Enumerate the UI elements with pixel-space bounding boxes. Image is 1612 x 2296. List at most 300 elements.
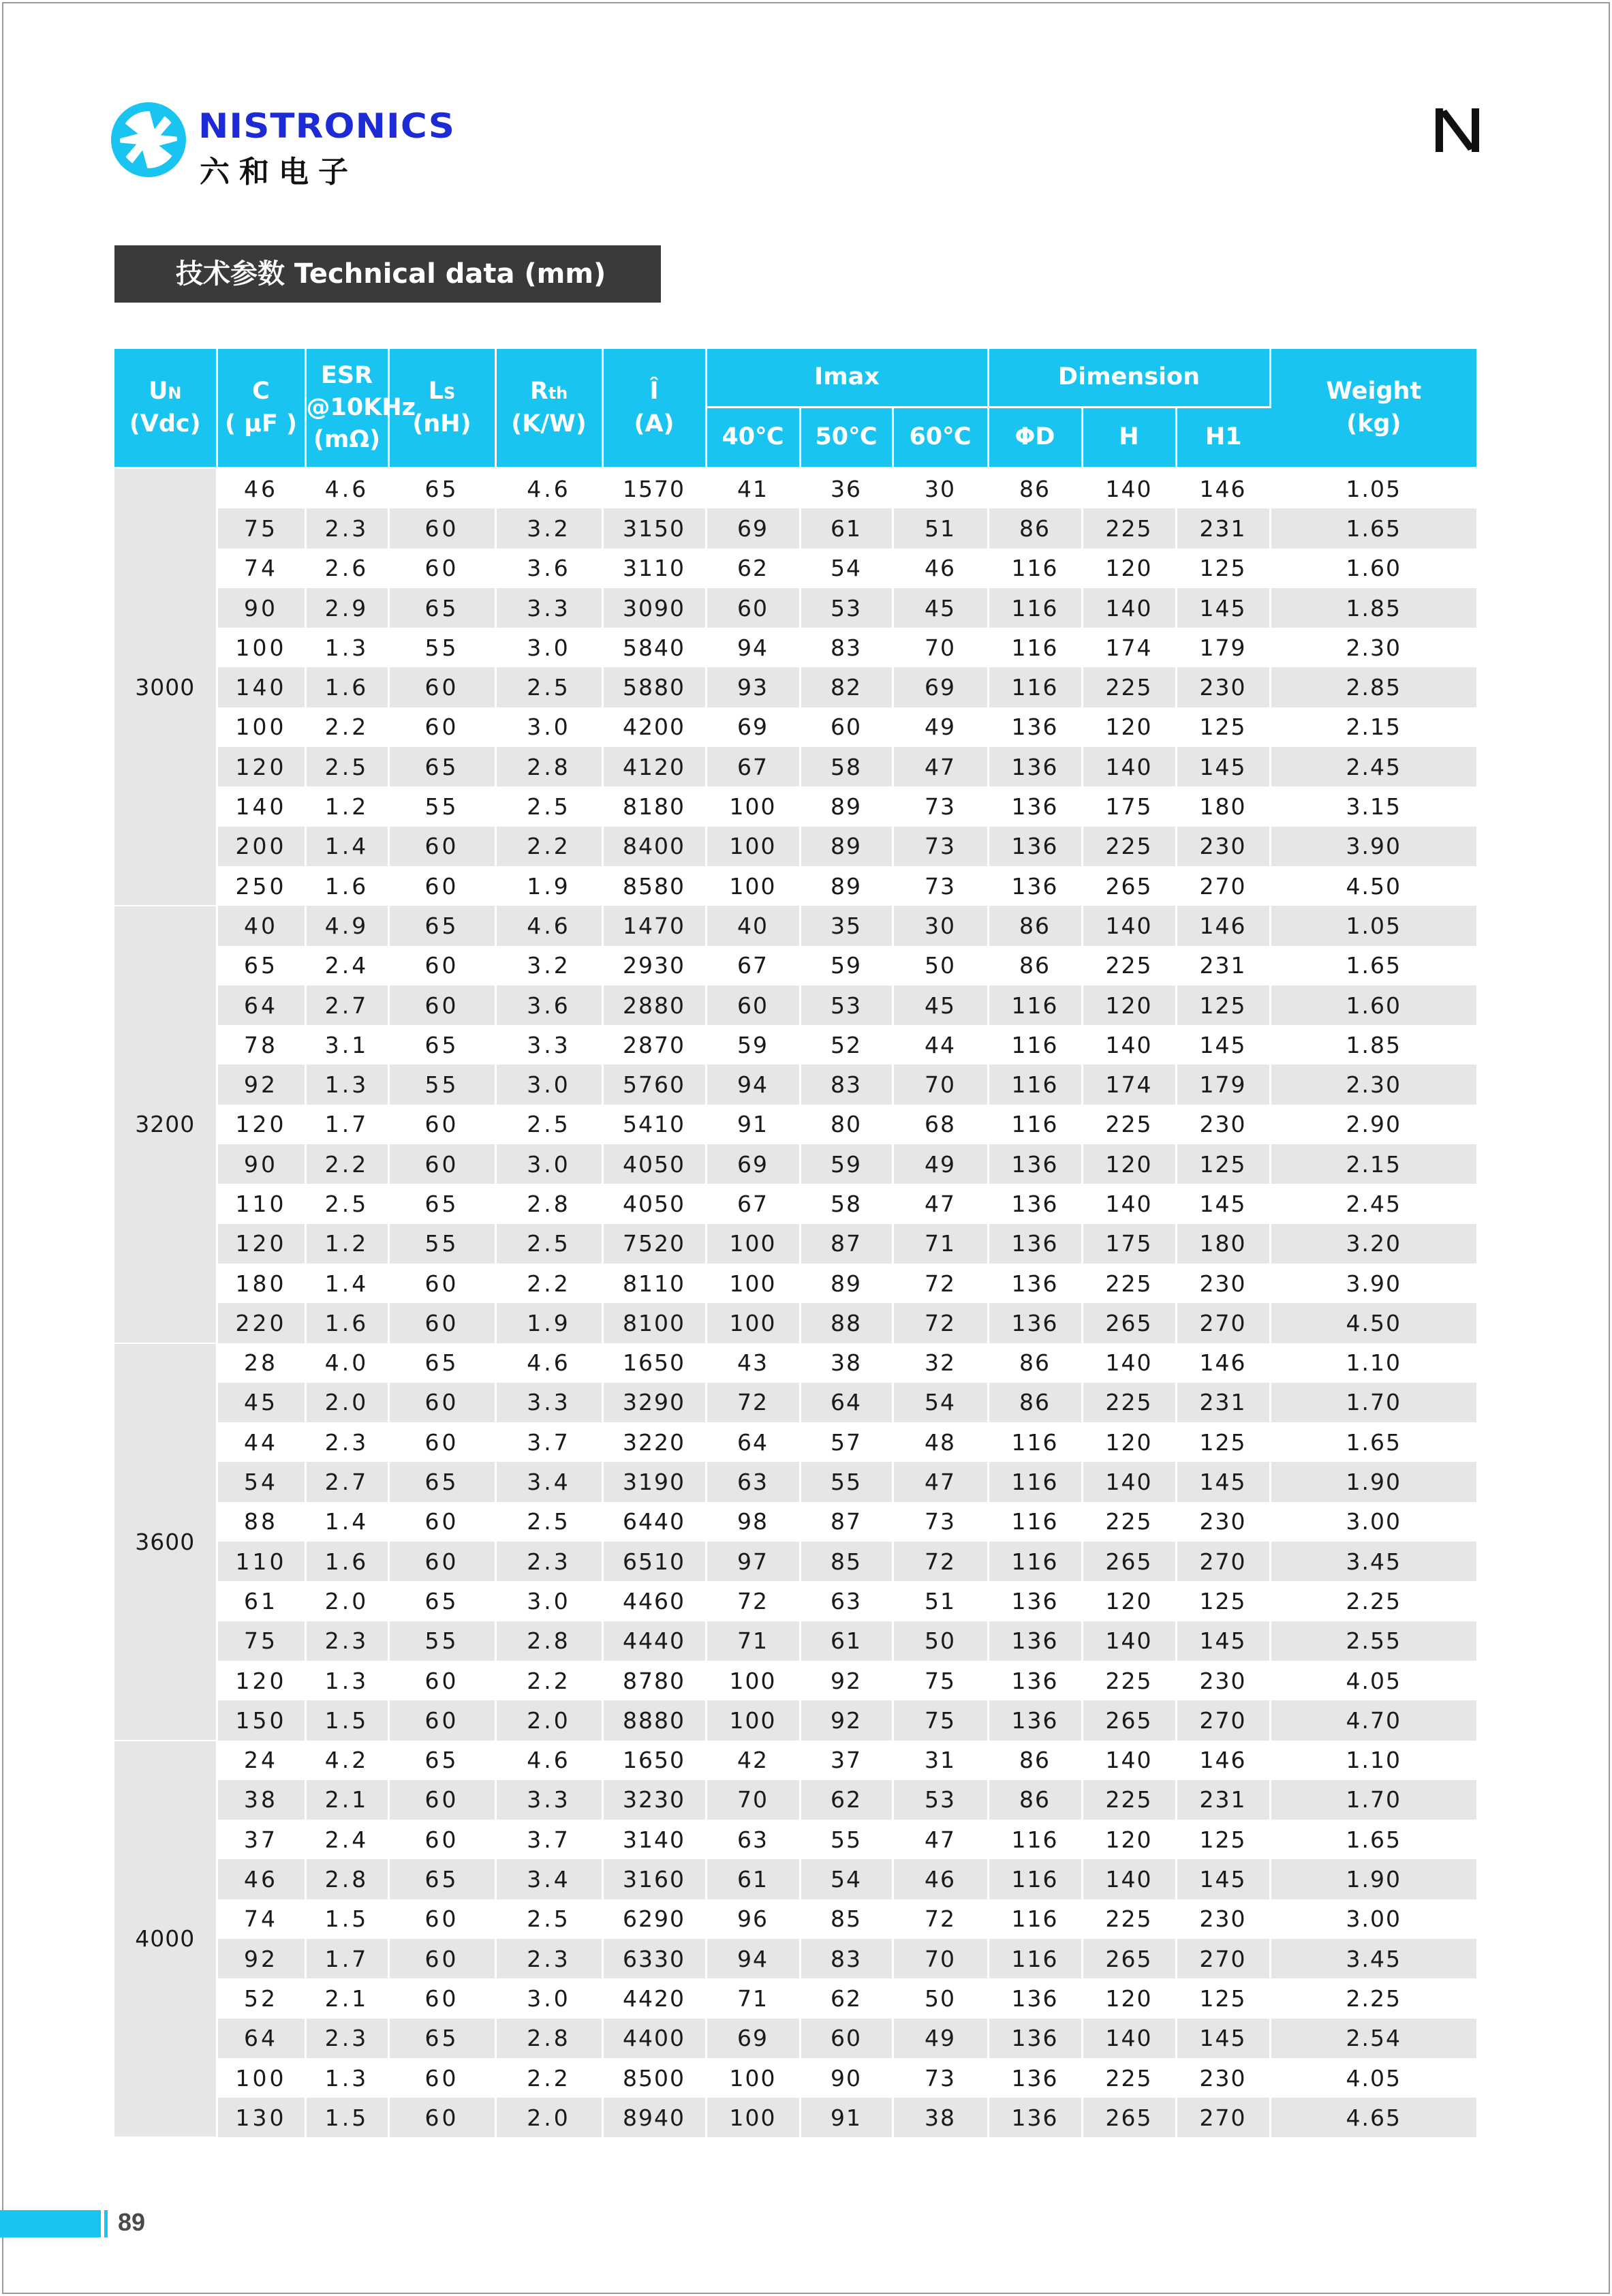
cell-imax-50: 89 <box>800 827 893 866</box>
table-row <box>114 1144 1476 1184</box>
cell-weight: 1.60 <box>1270 985 1476 1025</box>
cell-imax-40: 100 <box>706 1661 800 1700</box>
cell-dim-d: 136 <box>988 2098 1082 2137</box>
corner-n-mark-icon <box>1433 106 1482 155</box>
cell-esr: 2.0 <box>305 1581 388 1621</box>
cell-imax-60: 47 <box>893 1820 988 1859</box>
cell-imax-50: 83 <box>800 1065 893 1104</box>
cell-peak-current: 4050 <box>602 1184 706 1223</box>
cell-capacitance: 38 <box>217 1780 305 1820</box>
table-row <box>114 906 1476 945</box>
cell-rth: 3.0 <box>495 707 602 747</box>
cell-weight: 1.65 <box>1270 508 1476 548</box>
cell-dim-d: 116 <box>988 1820 1082 1859</box>
cell-peak-current: 3150 <box>602 508 706 548</box>
cell-rth: 2.0 <box>495 2098 602 2137</box>
voltage-group-cell: 3000 <box>114 468 217 906</box>
cell-dim-d: 136 <box>988 1184 1082 1223</box>
col-header-dim-h: H <box>1082 408 1176 468</box>
cell-dim-h1: 146 <box>1176 1741 1270 1780</box>
cell-weight: 3.45 <box>1270 1939 1476 1978</box>
cell-peak-current: 6290 <box>602 1899 706 1939</box>
cell-dim-h1: 180 <box>1176 786 1270 826</box>
cell-dim-h1: 145 <box>1176 588 1270 628</box>
cell-imax-60: 46 <box>893 549 988 588</box>
col-header-dim-h1: H1 <box>1176 408 1270 468</box>
cell-peak-current: 4050 <box>602 1144 706 1184</box>
cell-dim-h: 140 <box>1082 1462 1176 1501</box>
table-row <box>114 1581 1476 1621</box>
cell-ls: 60 <box>388 1939 495 1978</box>
cell-dim-h: 120 <box>1082 1422 1176 1462</box>
cell-weight: 2.45 <box>1270 747 1476 786</box>
cell-dim-d: 86 <box>988 906 1082 945</box>
col-header-peak-current: Î (A) <box>602 349 706 468</box>
cell-imax-60: 73 <box>893 786 988 826</box>
cell-rth: 1.9 <box>495 1303 602 1343</box>
cell-imax-50: 53 <box>800 588 893 628</box>
cell-peak-current: 2880 <box>602 985 706 1025</box>
cell-dim-h: 120 <box>1082 985 1176 1025</box>
cell-rth: 3.4 <box>495 1859 602 1899</box>
cell-imax-60: 73 <box>893 827 988 866</box>
cell-dim-h: 175 <box>1082 1224 1176 1264</box>
cell-capacitance: 46 <box>217 1859 305 1899</box>
cell-ls: 60 <box>388 985 495 1025</box>
cell-ls: 55 <box>388 628 495 667</box>
cell-capacitance: 120 <box>217 1105 305 1144</box>
cell-imax-50: 80 <box>800 1105 893 1144</box>
cell-weight: 2.25 <box>1270 1581 1476 1621</box>
cell-dim-h: 265 <box>1082 1700 1176 1740</box>
table-row <box>114 2098 1476 2137</box>
cell-rth: 2.8 <box>495 747 602 786</box>
cell-dim-d: 136 <box>988 1978 1082 2018</box>
cell-dim-h1: 230 <box>1176 667 1270 707</box>
cell-ls: 60 <box>388 1144 495 1184</box>
table-row <box>114 2058 1476 2098</box>
cell-imax-40: 91 <box>706 1105 800 1144</box>
cell-rth: 3.6 <box>495 549 602 588</box>
cell-rth: 3.7 <box>495 1820 602 1859</box>
cell-peak-current: 3290 <box>602 1383 706 1422</box>
cell-peak-current: 8500 <box>602 2058 706 2098</box>
cell-imax-60: 31 <box>893 1741 988 1780</box>
cell-dim-d: 136 <box>988 1621 1082 1661</box>
table-row <box>114 1700 1476 1740</box>
cell-ls: 65 <box>388 1343 495 1383</box>
cell-rth: 3.3 <box>495 1383 602 1422</box>
cell-dim-d: 116 <box>988 549 1082 588</box>
cell-capacitance: 120 <box>217 747 305 786</box>
cell-imax-40: 64 <box>706 1422 800 1462</box>
cell-dim-d: 86 <box>988 1343 1082 1383</box>
cell-imax-60: 47 <box>893 1462 988 1501</box>
cell-rth: 2.2 <box>495 1661 602 1700</box>
cell-imax-50: 89 <box>800 866 893 906</box>
cell-capacitance: 54 <box>217 1462 305 1501</box>
cell-peak-current: 3140 <box>602 1820 706 1859</box>
cell-dim-d: 86 <box>988 468 1082 509</box>
cell-weight: 1.70 <box>1270 1780 1476 1820</box>
cell-ls: 60 <box>388 1502 495 1542</box>
cell-dim-h1: 230 <box>1176 1502 1270 1542</box>
table-row <box>114 1741 1476 1780</box>
cell-imax-50: 91 <box>800 2098 893 2137</box>
table-row <box>114 1264 1476 1303</box>
cell-capacitance: 150 <box>217 1700 305 1740</box>
cell-peak-current: 8100 <box>602 1303 706 1343</box>
cell-dim-h1: 230 <box>1176 1661 1270 1700</box>
cell-imax-40: 60 <box>706 985 800 1025</box>
cell-dim-d: 116 <box>988 985 1082 1025</box>
cell-weight: 3.00 <box>1270 1899 1476 1939</box>
cell-imax-50: 61 <box>800 1621 893 1661</box>
cell-ls: 65 <box>388 1025 495 1065</box>
cell-dim-h1: 231 <box>1176 946 1270 985</box>
cell-peak-current: 1470 <box>602 906 706 945</box>
cell-imax-50: 62 <box>800 1978 893 2018</box>
cell-esr: 1.6 <box>305 1542 388 1581</box>
cell-peak-current: 4440 <box>602 1621 706 1661</box>
cell-weight: 1.65 <box>1270 1820 1476 1859</box>
table-row <box>114 1859 1476 1899</box>
cell-esr: 1.7 <box>305 1939 388 1978</box>
voltage-group-cell: 4000 <box>114 1741 217 2138</box>
table-row <box>114 1939 1476 1978</box>
cell-dim-h: 225 <box>1082 508 1176 548</box>
cell-imax-40: 63 <box>706 1462 800 1501</box>
cell-dim-h1: 231 <box>1176 1383 1270 1422</box>
cell-imax-50: 59 <box>800 1144 893 1184</box>
cell-dim-h1: 125 <box>1176 1422 1270 1462</box>
page-number: 89 <box>118 2208 146 2236</box>
cell-imax-50: 85 <box>800 1542 893 1581</box>
cell-ls: 60 <box>388 1264 495 1303</box>
table-row <box>114 985 1476 1025</box>
table-row <box>114 1462 1476 1501</box>
cell-dim-d: 86 <box>988 1780 1082 1820</box>
cell-dim-h: 140 <box>1082 1741 1176 1780</box>
cell-capacitance: 92 <box>217 1065 305 1104</box>
cell-dim-d: 116 <box>988 1422 1082 1462</box>
cell-rth: 2.0 <box>495 1700 602 1740</box>
cell-peak-current: 1650 <box>602 1343 706 1383</box>
cell-rth: 2.2 <box>495 827 602 866</box>
cell-capacitance: 180 <box>217 1264 305 1303</box>
cell-imax-40: 100 <box>706 2058 800 2098</box>
cell-imax-50: 87 <box>800 1502 893 1542</box>
cell-peak-current: 8110 <box>602 1264 706 1303</box>
cell-dim-d: 116 <box>988 1899 1082 1939</box>
table-row <box>114 1303 1476 1343</box>
cell-peak-current: 3230 <box>602 1780 706 1820</box>
cell-capacitance: 75 <box>217 508 305 548</box>
cell-peak-current: 3220 <box>602 1422 706 1462</box>
cell-dim-h: 120 <box>1082 1581 1176 1621</box>
table-row <box>114 628 1476 667</box>
table-row <box>114 508 1476 548</box>
cell-weight: 4.50 <box>1270 866 1476 906</box>
cell-capacitance: 92 <box>217 1939 305 1978</box>
cell-dim-h: 225 <box>1082 2058 1176 2098</box>
cell-imax-60: 50 <box>893 1621 988 1661</box>
cell-imax-40: 61 <box>706 1859 800 1899</box>
cell-ls: 55 <box>388 1224 495 1264</box>
cell-esr: 1.2 <box>305 786 388 826</box>
cell-weight: 1.60 <box>1270 549 1476 588</box>
cell-esr: 1.2 <box>305 1224 388 1264</box>
cell-capacitance: 130 <box>217 2098 305 2137</box>
cell-rth: 3.0 <box>495 1065 602 1104</box>
cell-rth: 2.8 <box>495 1621 602 1661</box>
cell-esr: 1.6 <box>305 1303 388 1343</box>
cell-peak-current: 8400 <box>602 827 706 866</box>
cell-peak-current: 7520 <box>602 1224 706 1264</box>
cell-capacitance: 140 <box>217 667 305 707</box>
cell-rth: 2.8 <box>495 2019 602 2058</box>
cell-dim-h1: 145 <box>1176 2019 1270 2058</box>
cell-rth: 4.6 <box>495 1741 602 1780</box>
cell-dim-h1: 230 <box>1176 1899 1270 1939</box>
cell-imax-50: 38 <box>800 1343 893 1383</box>
cell-dim-h1: 231 <box>1176 1780 1270 1820</box>
cell-dim-h1: 270 <box>1176 1303 1270 1343</box>
cell-weight: 2.55 <box>1270 1621 1476 1661</box>
cell-capacitance: 24 <box>217 1741 305 1780</box>
cell-weight: 1.85 <box>1270 588 1476 628</box>
cell-dim-h1: 179 <box>1176 1065 1270 1104</box>
cell-weight: 2.30 <box>1270 628 1476 667</box>
section-title: 技术参数 Technical data (mm) <box>114 245 661 303</box>
cell-esr: 1.6 <box>305 667 388 707</box>
cell-dim-h1: 145 <box>1176 1184 1270 1223</box>
cell-imax-60: 70 <box>893 628 988 667</box>
col-header-imax-40: 40℃ <box>706 408 800 468</box>
cell-dim-d: 116 <box>988 1502 1082 1542</box>
cell-esr: 2.1 <box>305 1978 388 2018</box>
cell-rth: 3.3 <box>495 588 602 628</box>
cell-imax-40: 100 <box>706 786 800 826</box>
cell-ls: 60 <box>388 866 495 906</box>
cell-imax-60: 49 <box>893 2019 988 2058</box>
cell-esr: 3.1 <box>305 1025 388 1065</box>
table-row <box>114 1343 1476 1383</box>
cell-imax-50: 88 <box>800 1303 893 1343</box>
cell-weight: 3.90 <box>1270 827 1476 866</box>
table-row <box>114 1542 1476 1581</box>
cell-imax-50: 64 <box>800 1383 893 1422</box>
cell-imax-40: 67 <box>706 946 800 985</box>
cell-dim-d: 136 <box>988 1700 1082 1740</box>
cell-imax-50: 92 <box>800 1661 893 1700</box>
table-row <box>114 468 1476 509</box>
cell-imax-60: 46 <box>893 1859 988 1899</box>
cell-esr: 1.4 <box>305 827 388 866</box>
cell-dim-d: 136 <box>988 747 1082 786</box>
cell-ls: 55 <box>388 786 495 826</box>
cell-dim-d: 136 <box>988 1144 1082 1184</box>
cell-ls: 60 <box>388 1661 495 1700</box>
cell-dim-d: 136 <box>988 1303 1082 1343</box>
cell-imax-50: 59 <box>800 946 893 985</box>
cell-dim-h: 120 <box>1082 1820 1176 1859</box>
cell-dim-h: 120 <box>1082 707 1176 747</box>
table-row <box>114 827 1476 866</box>
table-row <box>114 946 1476 985</box>
cell-rth: 3.0 <box>495 628 602 667</box>
cell-dim-h1: 230 <box>1176 2058 1270 2098</box>
table-row <box>114 1065 1476 1104</box>
cell-peak-current: 3110 <box>602 549 706 588</box>
cell-dim-d: 116 <box>988 1939 1082 1978</box>
col-header-capacitance: C ( μF ) <box>217 349 305 468</box>
cell-dim-h1: 270 <box>1176 1939 1270 1978</box>
cell-esr: 1.5 <box>305 2098 388 2137</box>
cell-dim-d: 86 <box>988 1741 1082 1780</box>
cell-ls: 65 <box>388 1859 495 1899</box>
cell-dim-h: 265 <box>1082 1303 1176 1343</box>
cell-esr: 1.5 <box>305 1700 388 1740</box>
cell-imax-50: 62 <box>800 1780 893 1820</box>
cell-weight: 4.70 <box>1270 1700 1476 1740</box>
cell-dim-d: 136 <box>988 2058 1082 2098</box>
cell-capacitance: 74 <box>217 1899 305 1939</box>
voltage-group-cell: 3600 <box>114 1343 217 1741</box>
cell-imax-50: 82 <box>800 667 893 707</box>
cell-dim-d: 116 <box>988 667 1082 707</box>
cell-imax-50: 58 <box>800 1184 893 1223</box>
cell-dim-d: 116 <box>988 1859 1082 1899</box>
cell-imax-40: 62 <box>706 549 800 588</box>
voltage-group-cell: 3200 <box>114 906 217 1343</box>
cell-rth: 3.0 <box>495 1581 602 1621</box>
cell-dim-h: 140 <box>1082 1621 1176 1661</box>
cell-weight: 3.90 <box>1270 1264 1476 1303</box>
cell-peak-current: 6440 <box>602 1502 706 1542</box>
cell-capacitance: 28 <box>217 1343 305 1383</box>
cell-dim-h: 120 <box>1082 549 1176 588</box>
cell-dim-h: 140 <box>1082 1184 1176 1223</box>
col-header-imax: Imax <box>706 349 988 408</box>
cell-capacitance: 61 <box>217 1581 305 1621</box>
cell-rth: 2.5 <box>495 667 602 707</box>
cell-dim-h: 225 <box>1082 1899 1176 1939</box>
table-row <box>114 1025 1476 1065</box>
cell-imax-50: 52 <box>800 1025 893 1065</box>
brand-name-cn: 六和电子 <box>200 155 358 189</box>
cell-dim-h1: 125 <box>1176 1978 1270 2018</box>
cell-imax-60: 70 <box>893 1939 988 1978</box>
cell-ls: 65 <box>388 1462 495 1501</box>
cell-imax-40: 100 <box>706 1224 800 1264</box>
table-row <box>114 1224 1476 1264</box>
cell-dim-d: 86 <box>988 508 1082 548</box>
cell-dim-h1: 231 <box>1176 508 1270 548</box>
cell-dim-d: 116 <box>988 588 1082 628</box>
cell-imax-40: 60 <box>706 588 800 628</box>
cell-capacitance: 110 <box>217 1542 305 1581</box>
cell-imax-60: 72 <box>893 1542 988 1581</box>
cell-imax-50: 85 <box>800 1899 893 1939</box>
cell-dim-d: 136 <box>988 707 1082 747</box>
cell-dim-d: 136 <box>988 866 1082 906</box>
cell-weight: 2.15 <box>1270 707 1476 747</box>
cell-rth: 2.5 <box>495 1502 602 1542</box>
cell-imax-40: 59 <box>706 1025 800 1065</box>
cell-dim-h: 225 <box>1082 1264 1176 1303</box>
cell-weight: 4.50 <box>1270 1303 1476 1343</box>
cell-rth: 2.3 <box>495 1939 602 1978</box>
cell-imax-60: 32 <box>893 1343 988 1383</box>
cell-esr: 4.9 <box>305 906 388 945</box>
cell-esr: 2.0 <box>305 1383 388 1422</box>
cell-ls: 60 <box>388 1820 495 1859</box>
cell-imax-60: 47 <box>893 747 988 786</box>
cell-ls: 65 <box>388 1581 495 1621</box>
cell-imax-40: 69 <box>706 508 800 548</box>
cell-rth: 3.0 <box>495 1978 602 2018</box>
cell-imax-40: 69 <box>706 2019 800 2058</box>
cell-esr: 2.3 <box>305 1621 388 1661</box>
cell-weight: 2.45 <box>1270 1184 1476 1223</box>
technical-data-table-wrap <box>114 349 1476 2138</box>
cell-imax-60: 68 <box>893 1105 988 1144</box>
cell-peak-current: 1650 <box>602 1741 706 1780</box>
cell-ls: 60 <box>388 707 495 747</box>
cell-weight: 2.15 <box>1270 1144 1476 1184</box>
cell-peak-current: 6510 <box>602 1542 706 1581</box>
col-header-ls: LS (nH) <box>388 349 495 468</box>
cell-capacitance: 140 <box>217 786 305 826</box>
cell-imax-50: 55 <box>800 1462 893 1501</box>
cell-esr: 1.7 <box>305 1105 388 1144</box>
cell-imax-40: 71 <box>706 1978 800 2018</box>
cell-imax-60: 30 <box>893 906 988 945</box>
table-row <box>114 866 1476 906</box>
cell-ls: 60 <box>388 1542 495 1581</box>
cell-capacitance: 78 <box>217 1025 305 1065</box>
table-row <box>114 1105 1476 1144</box>
cell-capacitance: 40 <box>217 906 305 945</box>
table-row <box>114 2019 1476 2058</box>
cell-imax-60: 54 <box>893 1383 988 1422</box>
cell-dim-h: 120 <box>1082 1978 1176 2018</box>
cell-dim-h: 225 <box>1082 1383 1176 1422</box>
cell-dim-h1: 230 <box>1176 827 1270 866</box>
cell-dim-h1: 270 <box>1176 866 1270 906</box>
cell-peak-current: 2870 <box>602 1025 706 1065</box>
cell-ls: 65 <box>388 1184 495 1223</box>
cell-imax-60: 71 <box>893 1224 988 1264</box>
table-row <box>114 707 1476 747</box>
cell-ls: 65 <box>388 906 495 945</box>
cell-weight: 1.10 <box>1270 1343 1476 1383</box>
cell-imax-50: 35 <box>800 906 893 945</box>
cell-dim-h: 140 <box>1082 2019 1176 2058</box>
brand-name-en: NISTRONICS <box>198 106 455 146</box>
cell-capacitance: 90 <box>217 1144 305 1184</box>
cell-peak-current: 1570 <box>602 468 706 509</box>
cell-esr: 2.5 <box>305 747 388 786</box>
cell-imax-40: 94 <box>706 628 800 667</box>
cell-imax-50: 83 <box>800 1939 893 1978</box>
cell-weight: 1.10 <box>1270 1741 1476 1780</box>
cell-rth: 3.6 <box>495 985 602 1025</box>
cell-peak-current: 5760 <box>602 1065 706 1104</box>
cell-rth: 3.0 <box>495 1144 602 1184</box>
cell-weight: 1.05 <box>1270 468 1476 509</box>
